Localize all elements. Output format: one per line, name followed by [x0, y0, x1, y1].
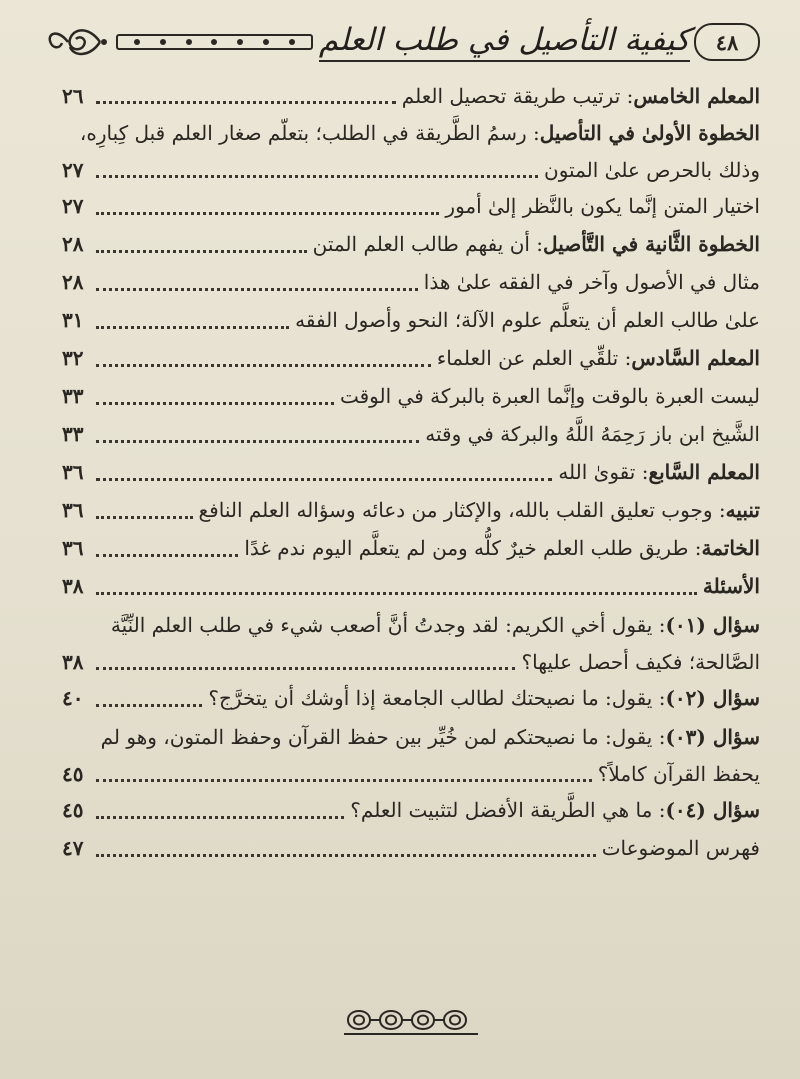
toc-text: : ما هي الطَّريقة الأفضل لتثبيت العلم؟ [350, 798, 666, 822]
toc-label: سؤال (٠١) [665, 613, 760, 637]
footer-ornament-icon [340, 1000, 490, 1040]
toc-label: سؤال (٠٢) [665, 686, 760, 710]
toc-label: المعلم السَّادس [631, 346, 760, 370]
toc-label: الخاتمة [701, 536, 760, 560]
toc-text: : يقول: ما نصيحتك لطالب الجامعة إذا أوشك أن يتخرَّج؟ [208, 686, 666, 710]
toc-text: : طريق طلب العلم خيرٌ كلُّه ومن لم يتعلَّم اليوم ندم غدًا [244, 536, 702, 560]
toc-page: ٣٨ [62, 574, 84, 598]
toc-page: ٤٥ [62, 798, 84, 822]
toc-entry [62, 378, 760, 416]
dotted-rule [116, 34, 313, 50]
toc-page: ٢٨ [62, 232, 84, 256]
toc-text: اختيار المتن إنَّما يكون بالنَّظر إلىٰ أمور [445, 194, 760, 218]
toc-entry [62, 680, 760, 718]
toc-text: مثال في الأصول وآخر في الفقه علىٰ هذا [423, 270, 760, 294]
toc-label: المعلم الخامس [633, 84, 760, 108]
toc-entry [62, 188, 760, 226]
toc-page: ٢٧ [62, 194, 84, 218]
toc-text: ليست العبرة بالوقت وإنَّما العبرة بالبركة في الوقت [339, 384, 760, 408]
toc-page: ٤٧ [62, 836, 84, 860]
toc-page: ٣١ [62, 308, 84, 332]
toc-text: : أن يفهم طالب العلم المتن [312, 232, 544, 256]
toc-label: الخطوة الثَّانية في التَّأصيل [543, 232, 760, 256]
toc-entry [62, 492, 760, 530]
toc-entry [62, 340, 760, 378]
toc-entry [62, 792, 760, 830]
page-header [40, 14, 760, 70]
toc-entry [62, 264, 760, 302]
toc-label: سؤال (٠٣) [665, 725, 760, 749]
toc-entry [62, 114, 760, 188]
page-number: ٤٨ [694, 23, 760, 61]
toc-page: ٤٥ [62, 762, 84, 786]
running-title: كيفية التأصيل في طلب العلم [319, 22, 690, 62]
toc-page: ٢٦ [62, 84, 84, 108]
toc-text: الشَّيخ ابن باز رَحِمَهُ اللَّهُ والبركة في وقته [425, 422, 760, 446]
toc-page: ٣٨ [62, 650, 84, 674]
toc-page: ٣٦ [62, 536, 84, 560]
toc-page: ٤٠ [62, 686, 84, 710]
toc-label: المعلم السَّابع [648, 460, 760, 484]
toc-text: : تلقِّي العلم عن العلماء [436, 346, 632, 370]
toc-entry [62, 226, 760, 264]
toc-page: ٢٧ [62, 158, 84, 182]
toc-label: الخطوة الأولىٰ في التأصيل [539, 121, 760, 145]
toc-text: فهرس الموضوعات [601, 836, 760, 860]
toc-text: : تقوىٰ الله [558, 460, 649, 484]
toc-page: ٣٢ [62, 346, 84, 370]
toc-text: : وجوب تعليق القلب بالله، والإكثار من دعائه وسؤاله العلم النافع [198, 498, 726, 522]
toc-label: الأسئلة [702, 574, 760, 598]
toc-text-cont: يحفظ القرآن كاملاً؟ [597, 762, 760, 786]
toc-page: ٢٨ [62, 270, 84, 294]
toc-text: : ترتيب طريقة تحصيل العلم [401, 84, 634, 108]
toc-text: علىٰ طالب العلم أن يتعلَّم علوم الآلة؛ النحو وأصول الفقه [295, 308, 760, 332]
toc-entry [62, 302, 760, 340]
toc-label: تنبيه [725, 498, 760, 522]
toc-entry [62, 830, 760, 868]
toc-text-cont: وذلك بالحرص علىٰ المتون [544, 158, 760, 182]
toc-page: ٣٣ [62, 384, 84, 408]
toc-entry [62, 416, 760, 454]
toc-entry [62, 530, 760, 568]
corner-ornament-icon [40, 19, 110, 65]
toc-page: ٣٣ [62, 422, 84, 446]
toc-text: : يقول: ما نصيحتكم لمن خُيِّر بين حفظ القرآن وحفظ المتون، وهو لم [100, 725, 666, 749]
table-of-contents [62, 78, 760, 868]
toc-entry [62, 454, 760, 492]
toc-text-cont: الصَّالحة؛ فكيف أحصل عليها؟ [521, 650, 760, 674]
toc-entry [62, 606, 760, 680]
toc-entry [62, 568, 760, 606]
toc-text: : رسمُ الطَّريقة في الطلب؛ بتعلّم صغار العلم قبل كِبارِه، [79, 121, 540, 145]
toc-label: سؤال (٠٤) [665, 798, 760, 822]
toc-text: : يقول أخي الكريم: لقد وجدتُ أنَّ أصعب شيء في طلب العلم النِّيَّة [110, 613, 666, 637]
toc-entry [62, 78, 760, 114]
toc-page: ٣٦ [62, 460, 84, 484]
toc-entry [62, 718, 760, 792]
toc-page: ٣٦ [62, 498, 84, 522]
